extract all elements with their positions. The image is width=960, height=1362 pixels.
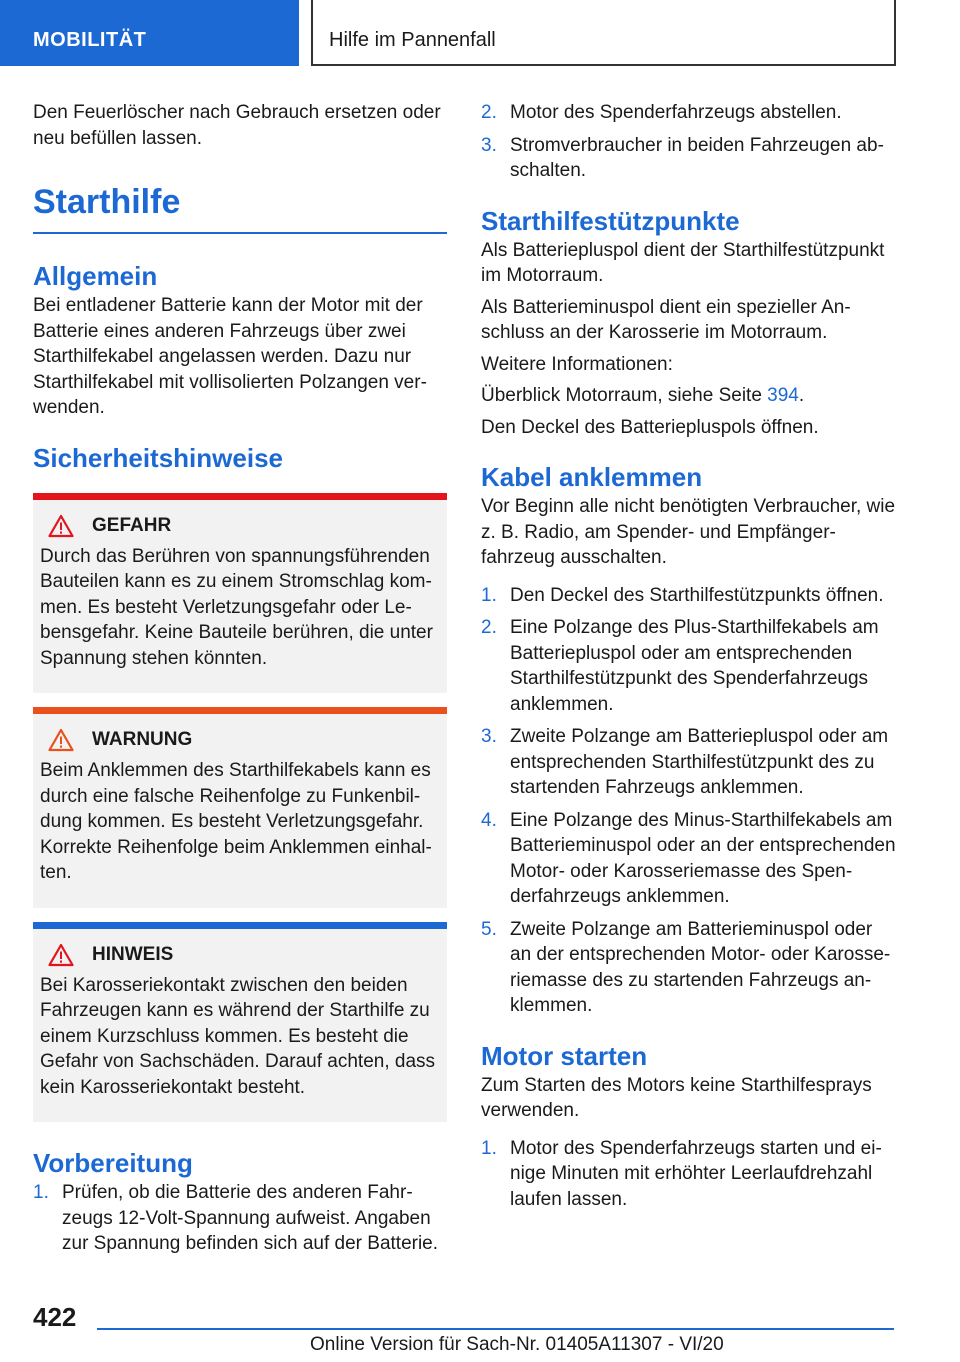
kabel-intro-paragraph: Vor Beginn alle nicht benötigten Verbraucher, wie z. B. Radio, am Spender- und Empfängerfahrzeug ausschalten. — [481, 496, 896, 568]
warning-triangle-icon — [48, 514, 74, 538]
list-item — [33, 1180, 447, 1257]
step-number: 1. — [481, 1137, 497, 1159]
step-text: Prüfen, ob die Batterie des anderen Fahrzeugs 12-Volt-Spannung aufweist. Angaben zur Spannung befinden sich auf der Batterie. — [62, 1182, 439, 1254]
footer-version-text: Online Version für Sach-Nr. 01405A11307 - VI/20 — [310, 1334, 724, 1355]
warning-bar — [33, 493, 447, 500]
paragraph: Als Batterieminuspol dient ein spezieller Anschluss an der Karosserie im Motorraum. — [481, 296, 851, 343]
paragraph: Als Batteriepluspol dient der Starthilfestützpunkt im Motorraum. — [481, 239, 885, 286]
warning-box-hinweis — [33, 922, 447, 1123]
cross-reference-paragraph: Überblick Motorraum, siehe Seite 394. — [481, 385, 805, 406]
section-tab: MOBILITÄT — [0, 0, 299, 66]
warning-title: WARNUNG — [92, 729, 193, 751]
heading-kabel-anklemmen: Kabel anklemmen — [481, 462, 703, 492]
step-number: 3. — [481, 134, 497, 156]
right-column — [481, 100, 897, 1219]
step-number: 3. — [481, 726, 497, 747]
vorbereitung-steps — [33, 1180, 447, 1257]
step-number: 5. — [481, 918, 497, 940]
step-text: Den Deckel des Starthilfestützpunkts öffnen. — [510, 584, 884, 606]
list-item — [481, 615, 897, 717]
page-header — [0, 0, 960, 66]
step-text: Eine Polzange des Plus-Starthilfekabels am Batteriepluspol oder am entsprechenden Starthilfestützpunkt des Spenderfahrzeugs anklemmen. — [510, 617, 879, 715]
paragraph: Den Deckel des Batteriepluspols öffnen. — [481, 416, 819, 438]
allgemein-paragraph: Bei entladener Batterie kann der Motor mit der Batterie eines anderen Fahrzeugs über zwei Starthilfekabel angelassen werden. Dazu nur Starthilfekabel mit vollisolierten Polzangen verwenden. — [33, 295, 427, 418]
list-item — [481, 917, 897, 1019]
kabel-steps — [481, 583, 897, 1019]
step-text: Stromverbraucher in beiden Fahrzeugen abschalten. — [510, 134, 884, 181]
step-text: Motor des Spenderfahrzeugs abstellen. — [510, 102, 842, 123]
step-text: Motor des Spenderfahrzeugs starten und einige Minuten mit erhöhter Leerlaufdrehzahl laufen lassen. — [510, 1137, 882, 1210]
warning-title: GEFAHR — [92, 514, 172, 536]
heading-starthilfestuetzpunkte: Starthilfestützpunkte — [481, 205, 740, 236]
heading-sicherheitshinweise: Sicherheitshinweise — [33, 442, 283, 473]
warning-triangle-icon — [48, 943, 74, 967]
chapter-title: Hilfe im Pannenfall — [311, 0, 896, 66]
list-item — [481, 808, 897, 910]
heading-vorbereitung: Vorbereitung — [33, 1148, 193, 1178]
page-link[interactable]: 394 — [767, 385, 799, 406]
list-item — [481, 100, 897, 126]
page-number: 422 — [33, 1302, 77, 1332]
step-number: 1. — [481, 584, 497, 606]
step-number: 1. — [33, 1182, 49, 1203]
list-item — [481, 724, 897, 801]
warning-bar — [33, 707, 447, 714]
motor-intro-paragraph: Zum Starten des Motors keine Starthilfesprays verwenden. — [481, 1074, 872, 1121]
step-number: 2. — [481, 617, 497, 638]
warning-triangle-icon — [48, 728, 74, 752]
section-title-starthilfe: Starthilfe — [33, 182, 447, 234]
step-number: 2. — [481, 102, 497, 123]
step-text: Eine Polzange des Minus-Starthilfekabels am Batterieminuspol oder an der entsprechenden Motor- oder Karosseriemasse des Spenderfahrzeugs anklemmen. — [510, 809, 896, 907]
warning-text: Bei Karosseriekontakt zwischen den beiden Fahrzeugen kann es während der Starthilfe zu einem Kurzschluss kommen. Es besteht die Gefahr von Sachschäden. Darauf achten, dass kein Karosseriekontakt besteht. — [40, 974, 436, 1098]
list-item — [481, 1136, 897, 1213]
intro-paragraph: Den Feuerlöscher nach Gebrauch ersetzen oder neu befüllen lassen. — [33, 102, 441, 149]
left-column — [33, 100, 447, 1264]
paragraph: Weitere Informationen: — [481, 353, 673, 375]
list-item — [481, 133, 897, 184]
vorbereitung-steps-continued — [481, 100, 897, 184]
warning-box-gefahr — [33, 493, 447, 694]
motor-steps — [481, 1136, 897, 1213]
warning-title: HINWEIS — [92, 943, 174, 965]
list-item — [481, 583, 897, 609]
warning-text: Beim Anklemmen des Starthilfekabels kann es durch eine falsche Reihenfolge zu Funkenbildung kommen. Es besteht Verletzungsgefahr. Korrekte Reihenfolge beim Anklemmen einhalten. — [40, 760, 432, 883]
footer-divider — [97, 1328, 894, 1330]
heading-motor-starten: Motor starten — [481, 1040, 648, 1071]
warning-box-warnung — [33, 707, 447, 908]
warning-bar — [33, 922, 447, 929]
heading-allgemein: Allgemein — [33, 261, 158, 291]
step-number: 4. — [481, 809, 497, 831]
step-text: Zweite Polzange am Batteriepluspol oder am entsprechenden Starthilfestützpunkt des zu startenden Fahrzeugs anklemmen. — [510, 726, 889, 798]
step-text: Zweite Polzange am Batterieminuspol oder an der entsprechenden Motor- oder Karosseriemasse des zu startenden Fahrzeugs anklemmen. — [510, 918, 891, 1016]
warning-text: Durch das Berühren von spannungsführenden Bauteilen kann es zu einem Stromschlag kommen. Es besteht Verletzungsgefahr oder Lebensgefahr. Keine Bauteile berühren, die unter Spannung stehen könnten. — [40, 545, 433, 669]
